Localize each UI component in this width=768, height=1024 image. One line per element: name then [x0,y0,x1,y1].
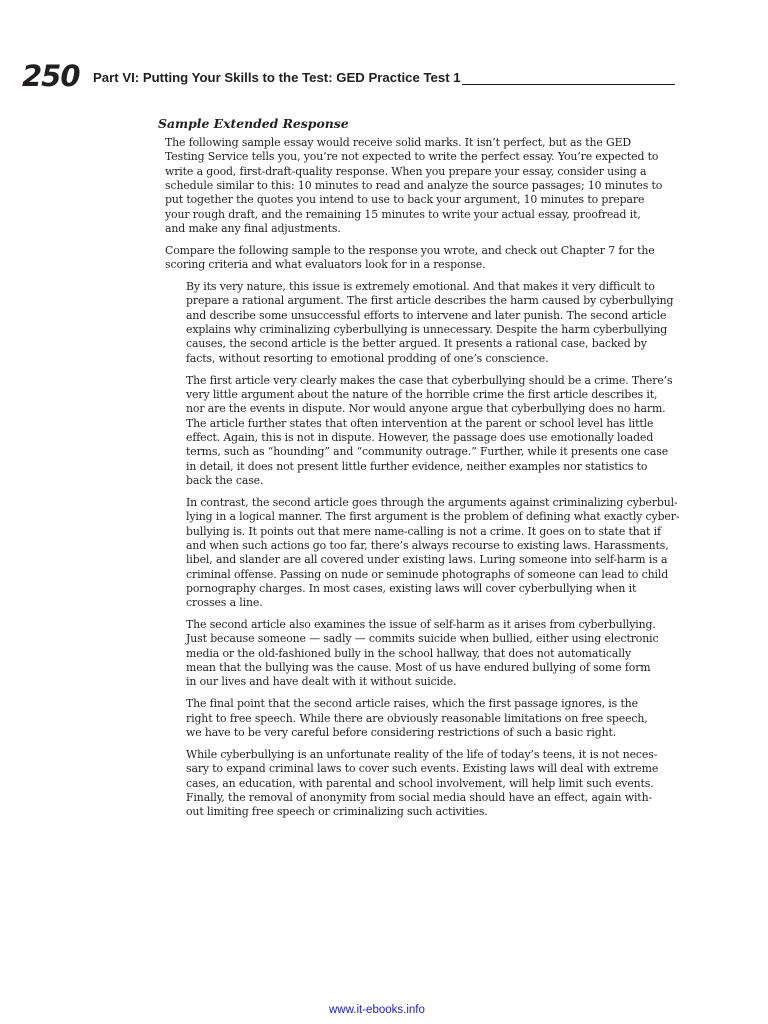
essay-paragraph-4 [186,618,678,690]
footer-website-link[interactable]: www.it-ebooks.info [329,1004,425,1016]
text-line: criminal offense. Passing on nude or seminude photographs of someone can lead to child [186,567,669,581]
intro-block [165,136,677,280]
text-line: crosses a line. [186,596,263,610]
text-line: effect. Again, this is not in dispute. However, the passage does use emotionally loaded [186,430,654,444]
text-line: libel, and slander are all covered under existing laws. Luring someone into self-harm is a [186,553,668,567]
text-line: nor are the events in dispute. Nor would anyone argue that cyberbullying does no harm. [186,402,666,416]
text-line: By its very nature, this issue is extremely emotional. And that makes it very difficult to [186,280,655,293]
text-line: schedule similar to this: 10 minutes to read and analyze the source passages; 10 minutes to [165,179,663,193]
text-line: in our lives and have dealt with it without suicide. [186,675,457,689]
text-line: scoring criteria and what evaluators look for in a response. [165,258,486,272]
text-line: Finally, the removal of anonymity from social media should have an effect, again with- [186,790,653,804]
text-line: put together the quotes you intend to use to back your argument, 10 minutes to prepare [165,193,645,207]
text-line: and when such actions go too far, there’s always recourse to existing laws. Harassments, [186,538,669,552]
text-line: Testing Service tells you, you’re not expected to write the perfect essay. You’re expected to [165,150,659,164]
essay-paragraph-2 [186,374,678,489]
text-line: The following sample essay would receive solid marks. It isn’t perfect, but as the GED [165,136,632,149]
text-line: prepare a rational argument. The first article describes the harm caused by cyberbullying [186,294,674,308]
text-line: Compare the following sample to the response you wrote, and check out Chapter 7 for the [165,243,655,257]
text-line: in detail, it does not present little further evidence, neither examples nor statistics to [186,459,648,473]
text-line: The second article also examines the issue of self-harm as it arises from cyberbullying. [186,618,656,632]
text-line: lying in a logical manner. The first argument is the problem of defining what exactly cyber- [186,510,680,524]
text-line: write a good, first-draft-quality response. When you prepare your essay, consider using a [165,164,647,178]
text-line: right to free speech. While there are obviously reasonable limitations on free speech, [186,711,648,725]
text-line: pornography charges. In most cases, existing laws will cover cyberbullying when it [186,581,637,595]
text-line: The article further states that often intervention at the parent or school level has little [186,416,654,430]
text-line: out limiting free speech or criminalizing such activities. [186,805,488,819]
essay-paragraph-5 [186,697,678,740]
text-line: media or the old-fashioned bully in the school hallway, that does not automatically [186,646,631,660]
text-line: sary to expand criminal laws to cover such events. Existing laws will deal with extreme [186,762,659,776]
text-line: your rough draft, and the remaining 15 minutes to write your actual essay, proofread it, [165,207,641,221]
text-line: explains why criminalizing cyberbullying is unnecessary. Despite the harm cyberbullying [186,323,668,337]
essay-paragraph-1 [186,280,678,366]
text-line: While cyberbullying is an unfortunate reality of the life of today’s teens, it is not neces- [186,747,658,761]
text-line: bullying is. It points out that mere name-calling is not a crime. It goes on to state that if [186,524,661,538]
text-line: and make any final adjustments. [165,222,341,236]
text-line: back the case. [186,473,264,487]
text-line: causes, the second article is the better argued. It presents a rational case, backed by [186,337,647,351]
section-heading: Sample Extended Response [158,116,349,131]
page-number: 250 [22,59,80,93]
text-line: cases, an education, with parental and school involvement, will help limit such events. [186,776,654,790]
text-line: facts, without resorting to emotional prodding of one’s conscience. [186,351,549,365]
running-head: Part VI: Putting Your Skills to the Test: GED Practice Test 1 [93,70,461,85]
text-line: Just because someone — sadly — commits suicide when bullied, either using electronic [186,632,659,646]
text-line: and describe some unsuccessful efforts to intervene and later punish. The second article [186,308,667,322]
sample-essay [186,280,678,827]
intro-paragraph-2 [165,244,677,273]
text-line: The first article very clearly makes the case that cyberbullying should be a crime. There’s [186,373,673,387]
essay-paragraph-3 [186,496,678,611]
header-rule [462,84,675,85]
text-line: mean that the bullying was the cause. Most of us have endured bullying of some form [186,661,651,675]
text-line: we have to be very careful before considering restrictions of such a basic right. [186,725,617,739]
text-line: very little argument about the nature of the horrible crime the first article describes it, [186,387,658,401]
intro-paragraph-1 [165,136,677,236]
essay-paragraph-6 [186,748,678,820]
text-line: In contrast, the second article goes through the arguments against criminalizing cyberbul- [186,495,678,509]
text-line: terms, such as “hounding” and “community outrage.” Further, while it presents one case [186,445,669,459]
text-line: The final point that the second article raises, which the first passage ignores, is the [186,697,638,711]
